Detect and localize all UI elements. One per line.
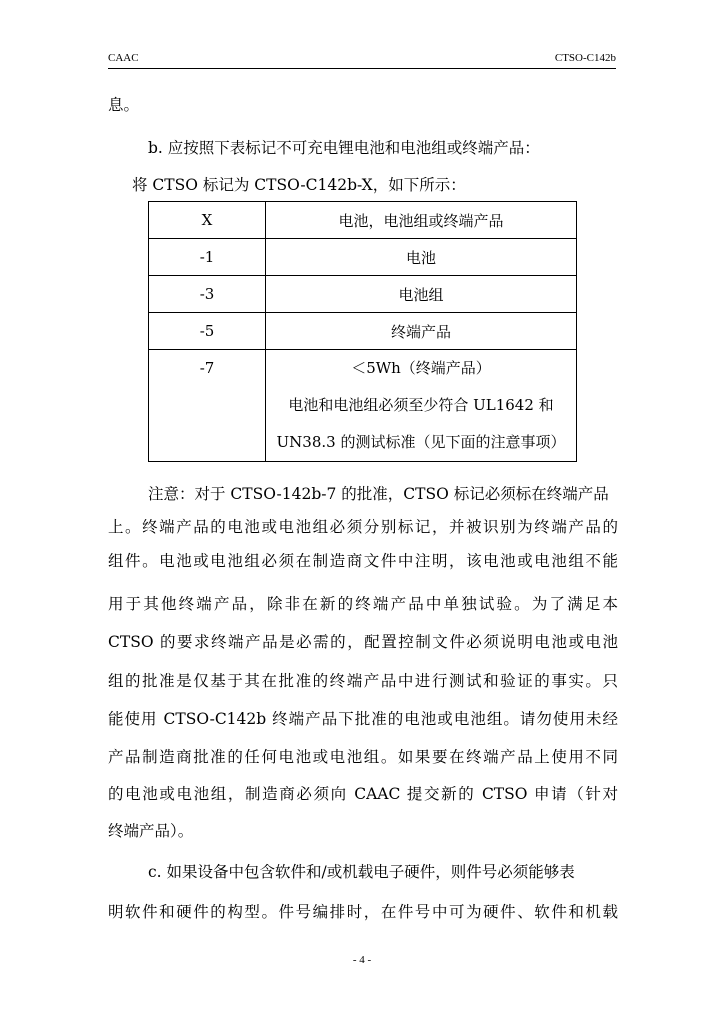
cell-desc-line: UN38.3 的测试标准（见下面的注意事项） [276,433,566,451]
cell-x: -5 [149,313,266,350]
note-line: 产品制造商批准的任何电池或电池组。如果要在终端产品上使用不同 [108,748,618,766]
header-cell-x: X [149,202,266,239]
item-c-line: c. 如果设备中包含软件和/或机载电子硬件，则件号必须能够表 [148,863,575,881]
table-row [149,350,577,462]
note-line: 终端产品）。 [108,822,194,840]
table-header-row [149,202,577,239]
note-line: 能使用 CTSO-C142b 终端产品下批准的电池或电池组。请勿使用未经 [108,710,618,728]
table-row [149,239,577,276]
cell-x: -3 [149,276,266,313]
table-row [149,276,577,313]
note-line: 组件。电池或电池组必须在制造商文件中注明，该电池或电池组不能 [108,552,618,570]
item-c-line: 明软件和硬件的构型。件号编排时，在件号中可为硬件、软件和机载 [108,903,618,921]
note-line: 上。终端产品的电池或电池组必须分别标记，并被识别为终端产品的 [108,518,618,536]
note-line: 的电池或电池组，制造商必须向 CAAC 提交新的 CTSO 申请（针对 [108,785,618,803]
note-line: 注意：对于 CTSO-142b-7 的批准，CTSO 标记必须标在终端产品 [148,485,609,503]
cell-desc: 终端产品 [266,313,577,350]
cell-desc-multiline [266,350,577,462]
note-line: CTSO 的要求终端产品是必需的，配置控制文件必须说明电池或电池 [108,633,618,651]
table-row [149,313,577,350]
continuation-line: 息。 [108,96,140,114]
cell-desc: 电池 [266,239,577,276]
header-right: CTSO-C142b [554,52,616,64]
cell-desc-line: ＜5Wh（终端产品） [351,359,491,377]
note-line: 组的批准是仅基于其在批准的终端产品中进行测试和验证的事实。只 [108,672,618,690]
mark-intro: 将 CTSO 标记为 CTSO-C142b-X，如下所示： [132,176,466,194]
note-line: 用于其他终端产品，除非在新的终端产品中单独试验。为了满足本 [108,595,618,613]
item-b: b. 应按照下表标记不可充电锂电池和电池组或终端产品： [148,139,540,157]
cell-x: -1 [149,239,266,276]
marking-table [148,201,577,462]
cell-desc-line: 电池和电池组必须至少符合 UL1642 和 [288,396,554,414]
page-header [108,50,616,69]
cell-x: -7 [149,350,266,462]
header-cell-desc: 电池，电池组或终端产品 [266,202,577,239]
cell-desc: 电池组 [266,276,577,313]
page-number: - 4 - [352,954,372,966]
header-left: CAAC [108,52,139,64]
